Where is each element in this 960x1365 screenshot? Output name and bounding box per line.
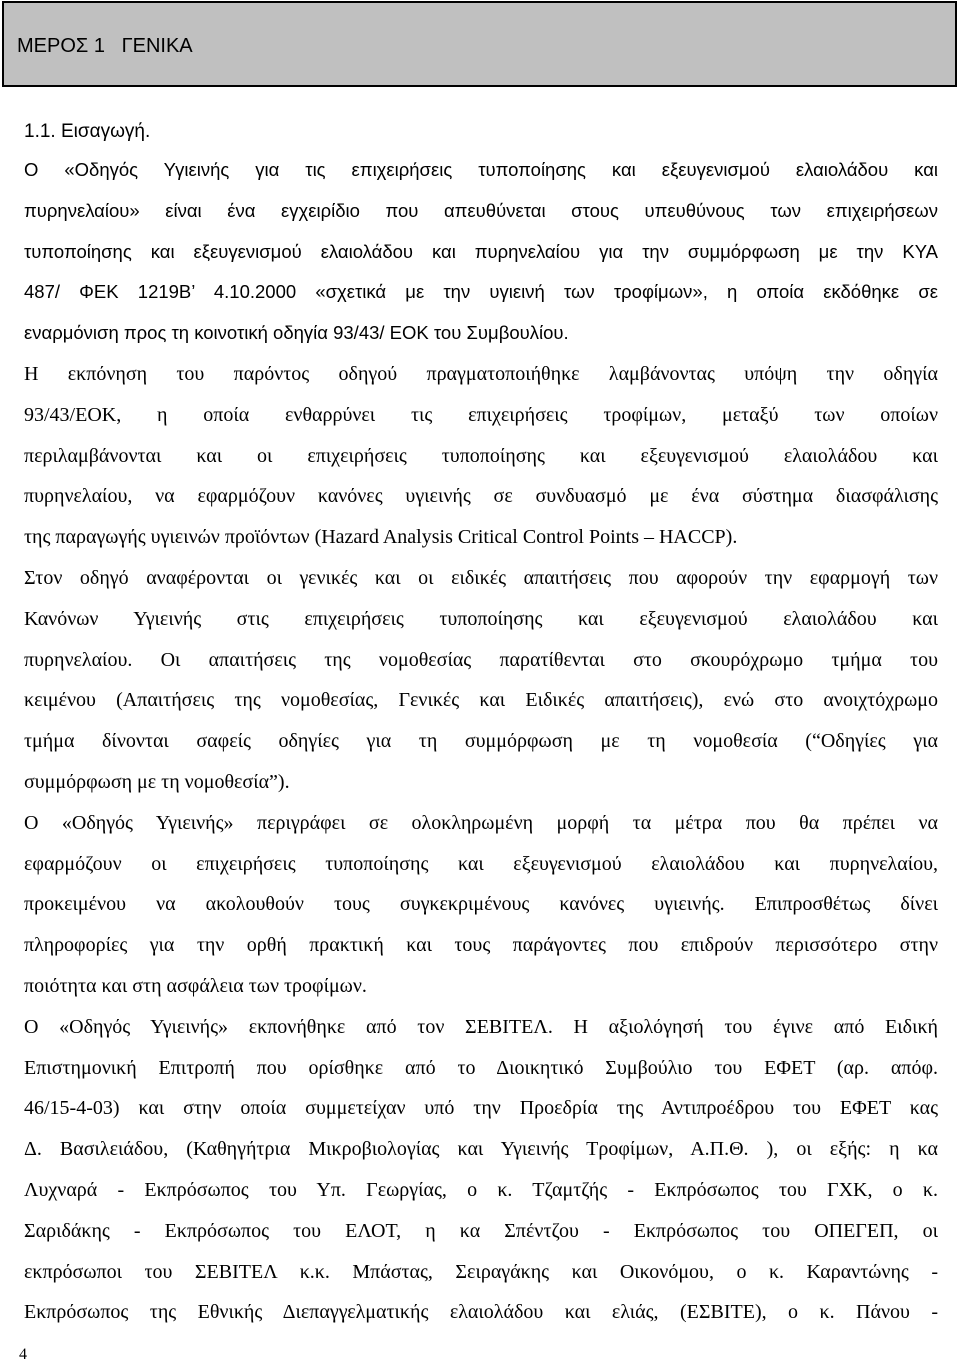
- paragraph-line: κειμένου (Απαιτήσεις της νομοθεσίας, Γενικές και Ειδικές απαιτήσεις), ενώ στο ανοιχτόχρωμο: [24, 689, 938, 711]
- paragraph-line: πυρηνελαίου» είναι ένα εγχειρίδιο που απευθύνεται στους υπευθύνους των επιχειρήσεων: [24, 200, 938, 221]
- paragraph-line: Κανόνων Υγιεινής στις επιχειρήσεις τυποποίησης και εξευγενισμού ελαιολάδου και: [24, 608, 938, 630]
- paragraph-line: Λυχναρά - Εκπρόσωπος του Υπ. Γεωργίας, ο κ. Τζαμτζής - Εκπρόσωπος του ΓΧΚ, ο κ.: [24, 1179, 938, 1201]
- paragraph-line: Επιστημονική Επιτροπή που ορίσθηκε από το Διοικητικό Συμβούλιο του ΕΦΕΤ (αρ. απόφ.: [24, 1057, 938, 1079]
- paragraph-line: Σαριδάκης - Εκπρόσωπος του ΕΛΟΤ, η κα Σπέντζου - Εκπρόσωπος του ΟΠΕΓΕΠ, οι: [24, 1220, 938, 1242]
- paragraph-line: πληροφορίες για την ορθή πρακτική και τους παράγοντες που επιδρούν περισσότερο στην: [24, 934, 938, 956]
- paragraph-line: Ο «Οδηγός Υγιεινής» εκπονήθηκε από τον ΣΕΒΙΤΕΛ. Η αξιολόγησή του έγινε από Ειδική: [24, 1016, 938, 1038]
- paragraph-line: της παραγωγής υγιεινών προϊόντων (Hazard Analysis Critical Control Points – HACCP).: [24, 526, 738, 548]
- paragraph-line: πυρηνελαίου, να εφαρμόζουν κανόνες υγιεινής σε συνδυασμό με ένα σύστημα διασφάλισης: [24, 485, 938, 507]
- paragraph-line: συμμόρφωση με τη νομοθεσία”).: [24, 771, 290, 793]
- paragraph-line: περιλαμβάνονται και οι επιχειρήσεις τυποποίησης και εξευγενισμού ελαιολάδου και: [24, 445, 938, 467]
- section-heading: 1.1. Εισαγωγή.: [24, 121, 151, 142]
- paragraph-line: 93/43/ΕΟΚ, η οποία ενθαρρύνει τις επιχειρήσεις τροφίμων, μεταξύ των οποίων: [24, 404, 938, 426]
- paragraph-line: Δ. Βασιλειάδου, (Καθηγήτρια Μικροβιολογίας και Υγιεινής Τροφίμων, Α.Π.Θ. ), οι εξής: η κα: [24, 1138, 938, 1160]
- paragraph-line: 46/15-4-03) και στην οποία συμμετείχαν υπό την Προεδρία της Αντιπροέδρου του ΕΦΕΤ κας: [24, 1097, 938, 1119]
- paragraph-line: Ο «Οδηγός Υγιεινής» περιγράφει σε ολοκληρωμένη μορφή τα μέτρα που θα πρέπει να: [24, 812, 938, 834]
- paragraph-line: τμήμα δίνονται σαφείς οδηγίες για τη συμμόρφωση με τη νομοθεσία (“Οδηγίες για: [24, 730, 938, 752]
- part-title: ΜΕΡΟΣ 1 ΓΕΝΙΚΑ: [17, 35, 193, 57]
- paragraph-line: Εκπρόσωπος της Εθνικής Διεπαγγελματικής ελαιολάδου και ελιάς, (ΕΣΒΙΤΕ), ο κ. Πάνου -: [24, 1301, 938, 1323]
- paragraph-line: ποιότητα και στη ασφάλεια των τροφίμων.: [24, 975, 367, 997]
- paragraph-line: τυποποίησης και εξευγενισμού ελαιολάδου και πυρηνελαίου για την συμμόρφωση με την ΚΥΑ: [24, 241, 938, 262]
- paragraph-line: εκπρόσωποι του ΣΕΒΙΤΕΛ κ.κ. Μπάστας, Σειραγάκης και Οικονόμου, ο κ. Καραντώνης -: [24, 1261, 938, 1283]
- section-header-box: [2, 1, 957, 87]
- paragraph-line: εναρμόνιση προς τη κοινοτική οδηγία 93/43/ ΕΟΚ του Συμβουλίου.: [24, 322, 569, 343]
- paragraph-line: Η εκπόνηση του παρόντος οδηγού πραγματοποιήθηκε λαμβάνοντας υπόψη την οδηγία: [24, 363, 938, 385]
- paragraph-line: προκειμένου να ακολουθούν τους συγκεκριμένους κανόνες υγιεινής. Επιπροσθέτως δίνει: [24, 893, 938, 915]
- paragraph-line: Στον οδηγό αναφέρονται οι γενικές και οι ειδικές απαιτήσεις που αφορούν την εφαρμογή των: [24, 567, 938, 589]
- paragraph-line: εφαρμόζουν οι επιχειρήσεις τυποποίησης και εξευγενισμού ελαιολάδου και πυρηνελαίου,: [24, 853, 938, 875]
- paragraph-line: πυρηνελαίου. Οι απαιτήσεις της νομοθεσίας παρατίθενται στο σκουρόχρωμο τμήμα του: [24, 649, 938, 671]
- page-number: 4: [19, 1346, 27, 1363]
- paragraph-line: Ο «Οδηγός Υγιεινής για τις επιχειρήσεις τυποποίησης και εξευγενισμού ελαιολάδου και: [24, 159, 938, 180]
- paragraph-line: 487/ ΦΕΚ 1219Β’ 4.10.2000 «σχετικά με την υγιεινή των τροφίμων», η οποία εκδόθηκε σε: [24, 281, 938, 302]
